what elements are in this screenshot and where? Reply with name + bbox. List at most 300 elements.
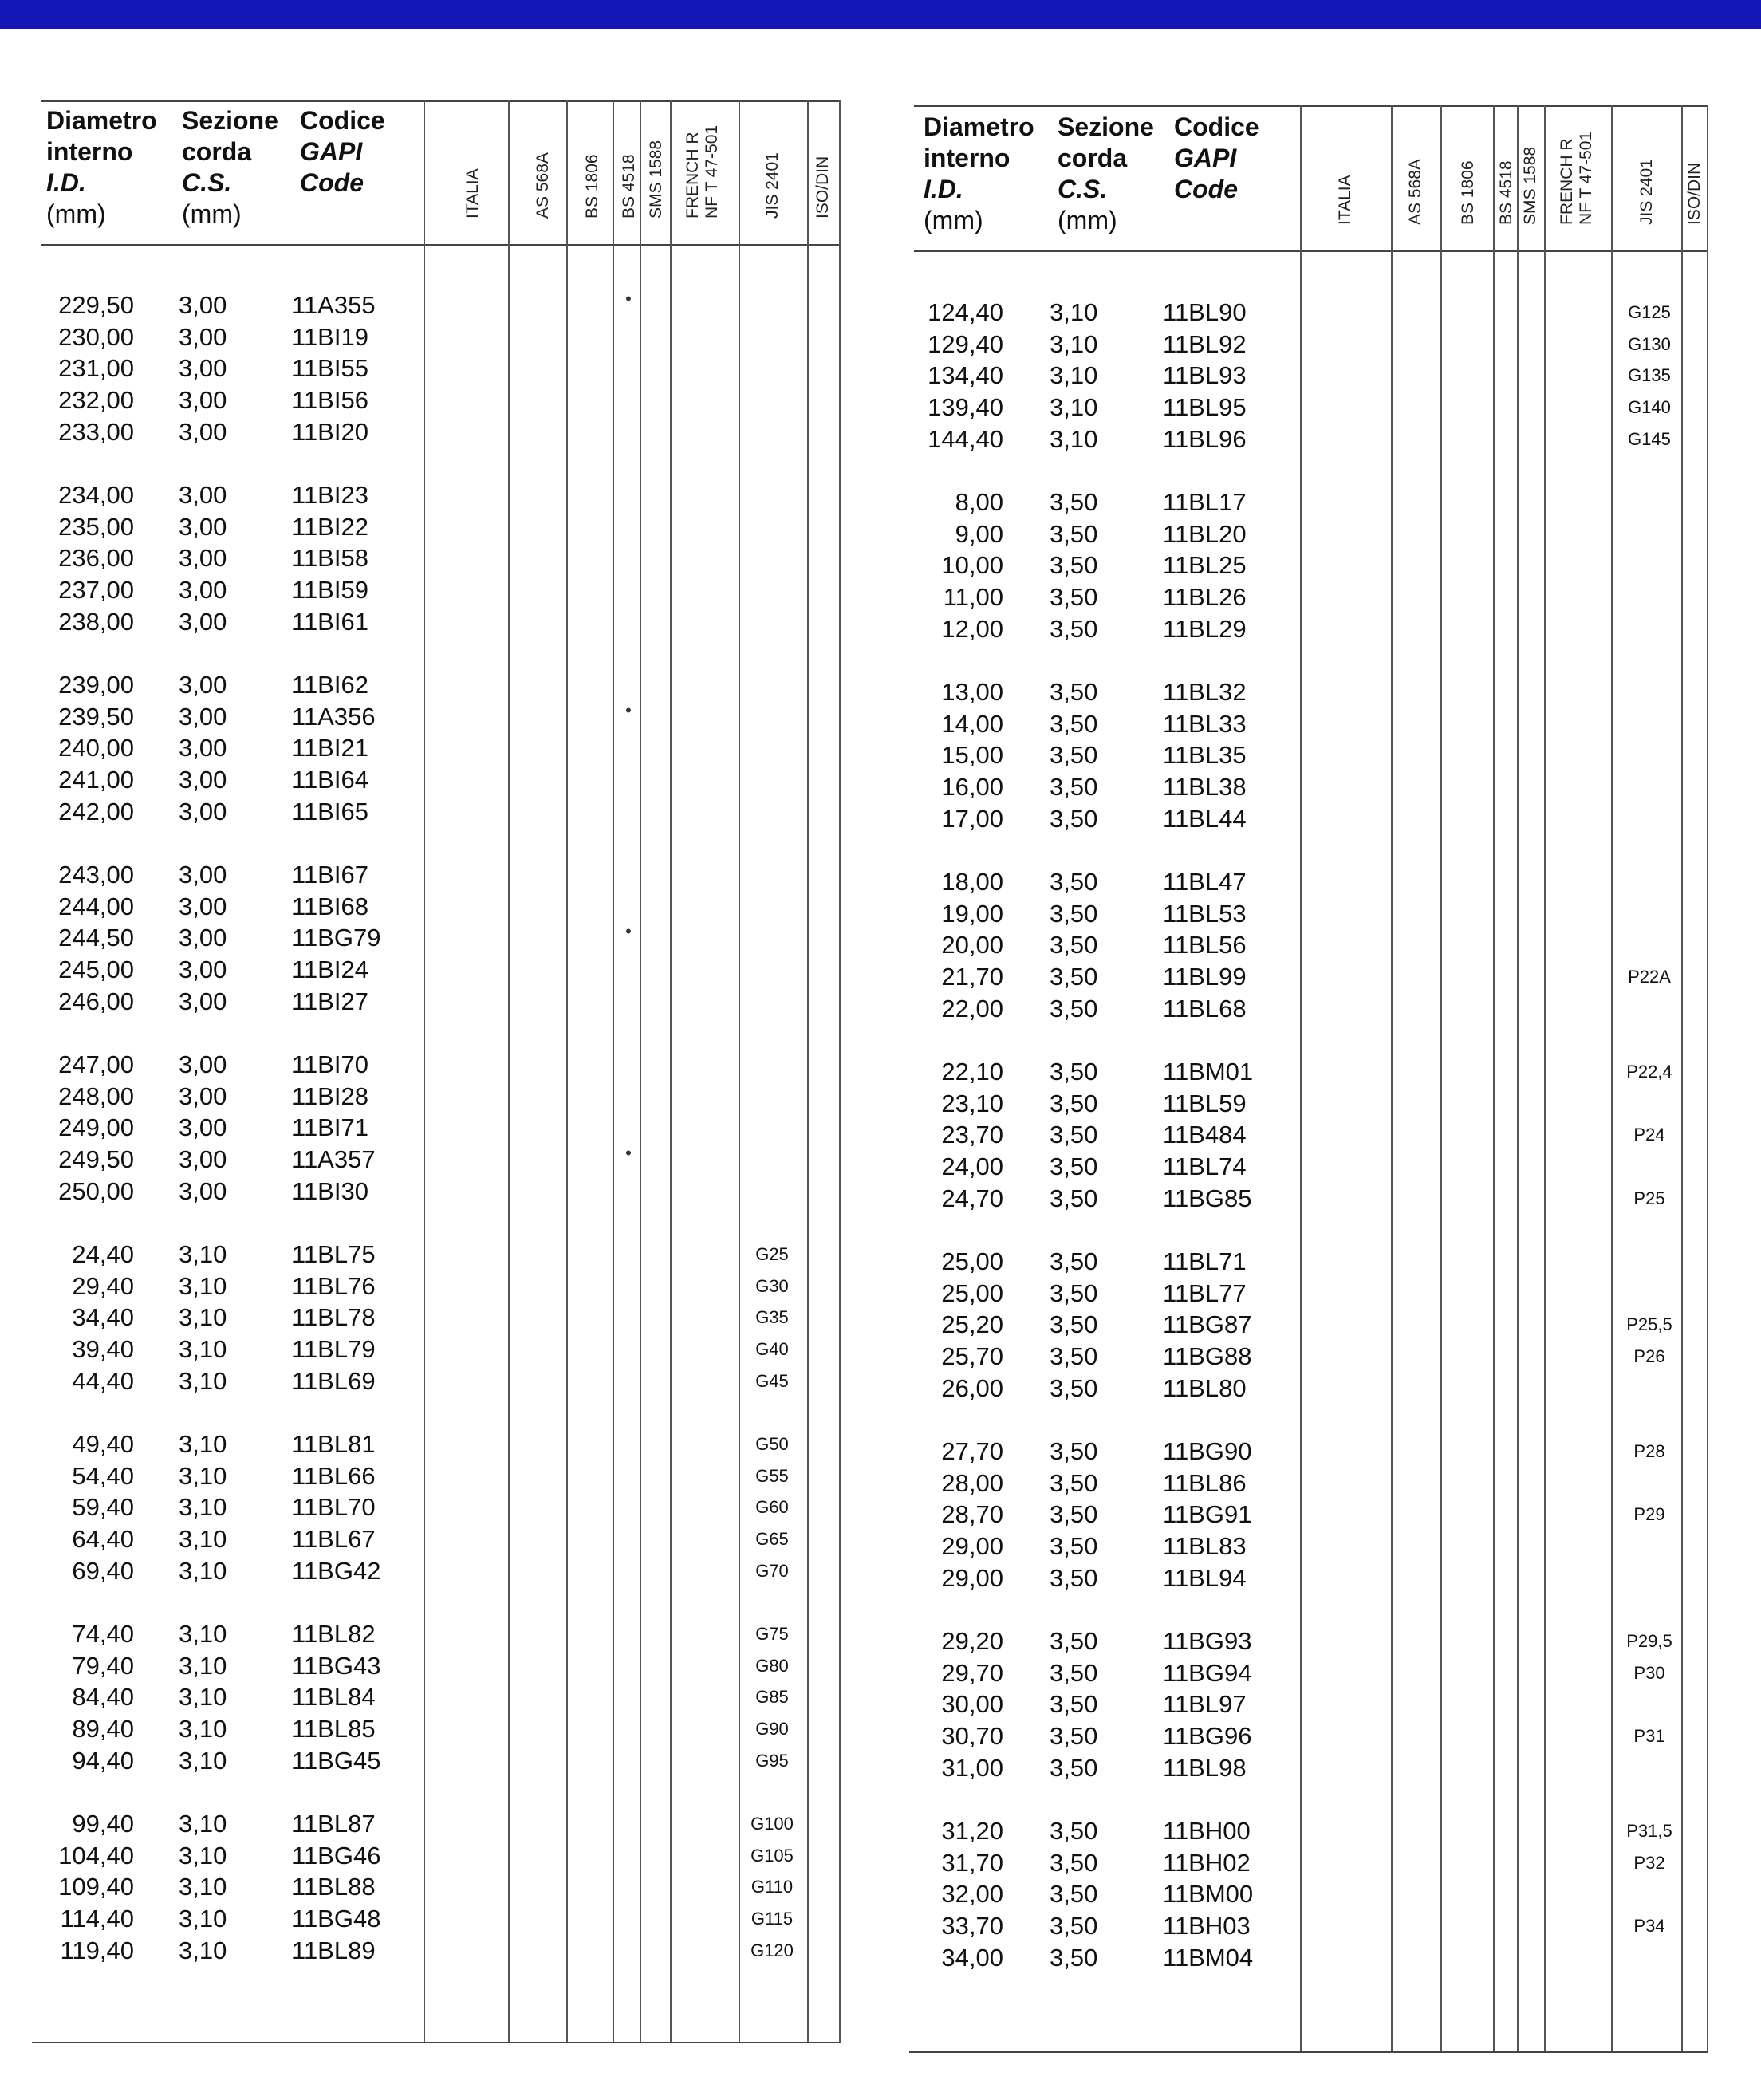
cs-cell: 3,50 [1050,963,1098,991]
column-divider [1517,105,1519,2051]
cs-cell: 3,10 [179,1271,227,1300]
column-divider [508,100,510,2042]
code-cell: 11BG85 [1163,1184,1252,1212]
code-cell: 11BL44 [1163,804,1247,833]
code-cell: 11BL87 [292,1810,376,1838]
cs-cell: 3,00 [179,607,227,636]
header-id: Diametro interno I.D. (mm) [46,106,157,228]
id-cell: 23,10 [941,1089,1003,1117]
cs-cell: 3,10 [179,1366,227,1395]
code-cell: 11BM04 [1163,1943,1254,1972]
code-cell: 11BG91 [1163,1500,1252,1529]
bs4518-mark: • [625,289,632,309]
id-cell: 25,00 [941,1247,1003,1275]
cs-cell: 3,50 [1050,488,1098,516]
id-cell: 21,70 [941,963,1003,991]
cs-cell: 3,00 [179,417,227,446]
jis-cell: P26 [1633,1346,1665,1367]
cs-cell: 3,10 [179,1240,227,1268]
jis-cell: G125 [1628,302,1671,322]
code-cell: 11BM00 [1163,1880,1254,1909]
id-cell: 230,00 [58,322,134,351]
cs-cell: 3,50 [1050,1279,1098,1307]
code-cell: 11BI22 [292,512,368,541]
code-cell: 11BI21 [292,734,368,762]
column-divider [424,100,425,2042]
id-cell: 54,40 [72,1461,134,1490]
cs-cell: 3,10 [179,1841,227,1870]
cs-cell: 3,00 [179,797,227,825]
id-cell: 245,00 [58,955,134,984]
cs-cell: 3,10 [1050,329,1098,358]
code-cell: 11BG42 [292,1556,381,1585]
jis-cell: G50 [755,1434,789,1454]
code-cell: 11BI62 [292,671,368,699]
code-cell: 11BG46 [292,1841,381,1870]
id-cell: 124,40 [928,298,1003,326]
cs-cell: 3,00 [179,576,227,605]
code-cell: 11BG48 [292,1905,381,1933]
code-cell: 11BL97 [1163,1690,1247,1719]
cs-cell: 3,50 [1050,709,1098,738]
cs-cell: 3,10 [179,1715,227,1743]
code-cell: 11BG94 [1163,1658,1252,1687]
id-cell: 94,40 [72,1746,134,1775]
cs-cell: 3,10 [179,1556,227,1585]
code-cell: 11BL69 [292,1366,376,1395]
cs-cell: 3,00 [179,291,227,319]
code-cell: 11BI64 [292,766,368,794]
cs-cell: 3,50 [1050,519,1098,548]
jis-cell: G65 [755,1529,789,1550]
code-cell: 11BL71 [1163,1247,1247,1275]
code-cell: 11A356 [292,702,376,731]
code-cell: 11BL56 [1163,931,1247,959]
table-bottom-rule [32,2042,841,2043]
id-cell: 114,40 [60,1905,134,1933]
column-divider [566,100,568,2042]
column-divider [1544,105,1546,2051]
code-cell: 11BM01 [1163,1058,1254,1085]
code-cell: 11BG93 [1163,1627,1252,1655]
id-cell: 129,40 [928,329,1003,358]
cs-cell: 3,50 [1050,1848,1098,1877]
jis-cell: G90 [755,1719,789,1739]
table-top-rule [41,100,841,102]
cs-cell: 3,00 [179,861,227,888]
id-cell: 104,40 [58,1841,134,1870]
code-cell: 11BL92 [1163,329,1247,358]
jis-cell: G110 [750,1877,794,1897]
cs-cell: 3,50 [1050,1627,1098,1655]
code-cell: 11BI19 [292,322,368,351]
cs-cell: 3,00 [179,544,227,573]
code-cell: 11BL86 [1163,1468,1247,1497]
jis-cell: G35 [755,1307,789,1328]
id-cell: 33,70 [941,1912,1003,1940]
jis-cell: G60 [755,1497,789,1518]
column-divider [1391,105,1393,2051]
code-cell: 11BL98 [1163,1753,1247,1782]
cs-cell: 3,10 [179,1461,227,1490]
id-cell: 24,40 [72,1240,134,1268]
jis-cell: G55 [755,1465,789,1486]
id-cell: 248,00 [58,1082,134,1110]
cs-cell: 3,50 [1050,1817,1098,1845]
header-bottom-rule [914,250,1708,252]
jis-cell: G95 [755,1750,789,1771]
id-cell: 22,00 [941,994,1003,1022]
code-cell: 11BL74 [1163,1152,1247,1181]
cs-cell: 3,10 [1050,424,1098,453]
code-cell: 11BL82 [292,1620,376,1648]
column-divider [640,100,641,2042]
table-bottom-rule [909,2051,1708,2053]
cs-cell: 3,00 [179,1176,227,1205]
cs-cell: 3,50 [1050,804,1098,833]
code-cell: 11BL47 [1163,868,1247,896]
id-cell: 109,40 [58,1873,134,1901]
code-cell: 11BL90 [1163,298,1247,326]
bs4518-mark: • [625,699,632,720]
code-cell: 11BI58 [292,544,368,573]
code-cell: 11BL88 [292,1873,376,1901]
code-cell: 11BL70 [292,1493,376,1522]
id-cell: 242,00 [58,797,134,825]
cs-cell: 3,50 [1050,583,1098,612]
cs-cell: 3,50 [1050,614,1098,643]
code-cell: 11BL26 [1163,583,1247,612]
code-cell: 11BG88 [1163,1342,1252,1371]
header-code: Codice GAPI Code [300,106,385,197]
code-cell: 11BL38 [1163,773,1247,802]
cs-cell: 3,50 [1050,551,1098,580]
column-divider [1493,105,1495,2051]
jis-cell: P31,5 [1626,1821,1672,1841]
cs-cell: 3,50 [1050,1373,1098,1402]
code-cell: 11B484 [1163,1121,1247,1149]
id-cell: 234,00 [58,481,134,509]
cs-cell: 3,50 [1050,1152,1098,1181]
cs-cell: 3,50 [1050,1753,1098,1782]
cs-cell: 3,50 [1050,1658,1098,1687]
cs-cell: 3,50 [1050,1247,1098,1275]
id-cell: 28,00 [941,1468,1003,1497]
id-cell: 29,00 [941,1532,1003,1561]
code-cell: 11BL96 [1163,424,1247,453]
id-cell: 250,00 [58,1176,134,1205]
code-cell: 11BL20 [1163,519,1247,548]
id-cell: 29,20 [941,1627,1003,1655]
id-cell: 64,40 [72,1525,134,1554]
cs-cell: 3,10 [179,1620,227,1648]
cs-cell: 3,00 [179,1050,227,1078]
cs-cell: 3,00 [179,1113,227,1142]
id-cell: 19,00 [941,899,1003,928]
id-cell: 34,00 [941,1943,1003,1972]
code-cell: 11BI28 [292,1082,368,1110]
id-cell: 244,50 [58,924,134,952]
code-cell: 11A357 [292,1145,376,1174]
id-cell: 240,00 [58,734,134,762]
header-bottom-rule [41,244,841,246]
id-cell: 25,70 [941,1342,1003,1371]
column-divider [1300,105,1302,2051]
code-cell: 11BL84 [292,1683,376,1712]
header-id: Diametro interno I.D. (mm) [924,112,1034,234]
id-cell: 249,00 [58,1113,134,1142]
code-cell: 11BG90 [1163,1437,1252,1465]
code-cell: 11BI70 [292,1050,368,1078]
id-cell: 99,40 [72,1810,134,1838]
id-cell: 34,40 [72,1303,134,1332]
cs-cell: 3,00 [179,955,227,984]
id-cell: 237,00 [58,576,134,605]
header-cs: Sezione corda C.S. (mm) [182,106,278,228]
cs-cell: 3,10 [1050,361,1098,390]
code-cell: 11BI30 [292,1176,368,1205]
jis-cell: G75 [755,1624,789,1644]
cs-cell: 3,50 [1050,1500,1098,1529]
cs-cell: 3,00 [179,481,227,509]
jis-cell: G30 [755,1275,789,1296]
cs-cell: 3,00 [179,987,227,1015]
code-cell: 11BL89 [292,1936,376,1964]
cs-cell: 3,00 [179,1082,227,1110]
column-divider [1611,105,1613,2051]
id-cell: 119,40 [60,1936,134,1964]
jis-cell: P30 [1633,1662,1665,1683]
id-cell: 229,50 [58,291,134,319]
id-cell: 59,40 [72,1493,134,1522]
code-cell: 11BG45 [292,1746,381,1775]
id-cell: 235,00 [58,512,134,541]
cs-cell: 3,00 [179,671,227,699]
id-cell: 29,70 [941,1658,1003,1687]
cs-cell: 3,00 [179,1145,227,1174]
id-cell: 144,40 [928,424,1003,453]
id-cell: 17,00 [941,804,1003,833]
cs-cell: 3,50 [1050,1342,1098,1371]
cs-cell: 3,50 [1050,1437,1098,1465]
code-cell: 11BI24 [292,955,368,984]
id-cell: 27,70 [941,1437,1003,1465]
jis-cell: G135 [1628,365,1671,386]
cs-cell: 3,50 [1050,1912,1098,1940]
id-cell: 84,40 [72,1683,134,1712]
jis-cell: P22,4 [1626,1062,1672,1082]
id-cell: 249,50 [58,1145,134,1174]
jis-cell: G70 [755,1560,789,1581]
id-cell: 239,50 [58,702,134,731]
jis-cell: G140 [1628,397,1671,418]
cs-cell: 3,50 [1050,1310,1098,1339]
jis-cell: G100 [750,1814,794,1834]
id-cell: 10,00 [941,551,1003,580]
cs-cell: 3,00 [179,386,227,415]
column-divider [1681,105,1683,2051]
code-cell: 11BI59 [292,576,368,605]
id-cell: 14,00 [941,709,1003,738]
id-cell: 238,00 [58,607,134,636]
id-cell: 30,70 [941,1722,1003,1751]
cs-cell: 3,50 [1050,1880,1098,1909]
id-cell: 24,70 [941,1184,1003,1212]
id-cell: 244,00 [58,892,134,920]
id-cell: 241,00 [58,766,134,794]
column-divider [613,100,614,2042]
code-cell: 11BL83 [1163,1532,1247,1561]
jis-cell: G115 [750,1909,794,1929]
jis-cell: P25 [1633,1188,1665,1208]
code-cell: 11BL66 [292,1461,376,1490]
jis-cell: G130 [1628,333,1671,354]
cs-cell: 3,00 [179,354,227,383]
code-cell: 11BI71 [292,1113,368,1142]
id-cell: 139,40 [928,393,1003,422]
code-cell: 11BH03 [1163,1912,1251,1940]
jis-cell: P25,5 [1626,1314,1672,1335]
code-cell: 11BI27 [292,987,368,1015]
id-cell: 18,00 [941,868,1003,896]
code-cell: 11BI56 [292,386,368,415]
cs-cell: 3,50 [1050,1468,1098,1497]
cs-cell: 3,50 [1050,931,1098,959]
code-cell: 11BL95 [1163,393,1247,422]
cs-cell: 3,10 [179,1525,227,1554]
cs-cell: 3,50 [1050,1722,1098,1751]
jis-cell: P31 [1633,1726,1665,1747]
jis-cell: P24 [1633,1125,1665,1145]
id-cell: 233,00 [58,417,134,446]
cs-cell: 3,00 [179,702,227,731]
code-cell: 11BL33 [1163,709,1247,738]
id-cell: 246,00 [58,987,134,1015]
id-cell: 30,00 [941,1690,1003,1719]
cs-cell: 3,50 [1050,994,1098,1022]
cs-cell: 3,00 [179,322,227,351]
id-cell: 236,00 [58,544,134,573]
id-cell: 20,00 [941,931,1003,959]
code-cell: 11BG43 [292,1651,381,1680]
jis-cell: G25 [755,1244,789,1264]
cs-cell: 3,00 [179,512,227,541]
cs-cell: 3,10 [179,1873,227,1901]
cs-cell: 3,00 [179,924,227,952]
cs-cell: 3,50 [1050,1058,1098,1085]
top-color-bar [0,0,1761,29]
cs-cell: 3,50 [1050,1089,1098,1117]
id-cell: 239,00 [58,671,134,699]
column-divider [670,100,672,2042]
column-divider [1440,105,1442,2051]
header-code: Codice GAPI Code [1174,112,1259,203]
cs-cell: 3,50 [1050,1121,1098,1149]
code-cell: 11BL75 [292,1240,376,1268]
cs-cell: 3,10 [179,1303,227,1332]
cs-cell: 3,10 [1050,393,1098,422]
column-divider [807,100,809,2042]
code-cell: 11BG96 [1163,1722,1252,1751]
id-cell: 15,00 [941,741,1003,770]
cs-cell: 3,10 [179,1493,227,1522]
id-cell: 11,00 [943,583,1003,612]
id-cell: 32,00 [941,1880,1003,1909]
code-cell: 11BL67 [292,1525,376,1554]
jis-cell: P22A [1628,967,1671,987]
jis-cell: P32 [1633,1852,1665,1873]
id-cell: 16,00 [941,773,1003,802]
cs-cell: 3,00 [179,892,227,920]
code-cell: 11BL53 [1163,899,1247,928]
id-cell: 31,70 [941,1848,1003,1877]
id-cell: 29,00 [941,1563,1003,1592]
jis-cell: G45 [755,1370,789,1391]
cs-cell: 3,10 [1050,298,1098,326]
jis-cell: P34 [1633,1916,1665,1936]
id-cell: 12,00 [941,614,1003,643]
code-cell: 11BL79 [292,1335,376,1364]
table-top-rule [914,105,1708,107]
jis-cell: G40 [755,1339,789,1360]
id-cell: 39,40 [72,1335,134,1364]
code-cell: 11BI55 [292,354,368,383]
cs-cell: 3,00 [179,766,227,794]
id-cell: 69,40 [72,1556,134,1585]
code-cell: 11BL32 [1163,678,1247,706]
code-cell: 11BL59 [1163,1089,1247,1117]
id-cell: 134,40 [928,361,1003,390]
id-cell: 243,00 [58,861,134,888]
cs-cell: 3,50 [1050,899,1098,928]
code-cell: 11BL80 [1163,1373,1247,1402]
jis-cell: G80 [755,1655,789,1676]
cs-cell: 3,10 [179,1335,227,1364]
id-cell: 29,40 [72,1271,134,1300]
jis-cell: G120 [750,1940,794,1960]
id-cell: 13,00 [941,678,1003,706]
id-cell: 44,40 [72,1366,134,1395]
id-cell: 79,40 [72,1651,134,1680]
code-cell: 11BI23 [292,481,368,509]
code-cell: 11BL81 [292,1430,376,1458]
code-cell: 11BI68 [292,892,368,920]
bs4518-mark: • [625,921,632,942]
code-cell: 11BI65 [292,797,368,825]
cs-cell: 3,50 [1050,1532,1098,1561]
cs-cell: 3,10 [179,1905,227,1933]
column-divider [839,100,841,2042]
code-cell: 11BL25 [1163,551,1247,580]
cs-cell: 3,50 [1050,1690,1098,1719]
id-cell: 8,00 [955,488,1003,516]
cs-cell: 3,50 [1050,868,1098,896]
code-cell: 11BH00 [1163,1817,1251,1845]
id-cell: 24,00 [941,1152,1003,1181]
code-cell: 11BL17 [1163,488,1247,516]
id-cell: 25,00 [941,1279,1003,1307]
id-cell: 247,00 [58,1050,134,1078]
cs-cell: 3,50 [1050,1184,1098,1212]
code-cell: 11BL76 [292,1271,376,1300]
cs-cell: 3,10 [179,1936,227,1964]
id-cell: 9,00 [955,519,1003,548]
code-cell: 11BH02 [1163,1848,1251,1877]
cs-cell: 3,50 [1050,741,1098,770]
id-cell: 231,00 [58,354,134,383]
cs-cell: 3,10 [179,1746,227,1775]
code-cell: 11BI67 [292,861,368,888]
